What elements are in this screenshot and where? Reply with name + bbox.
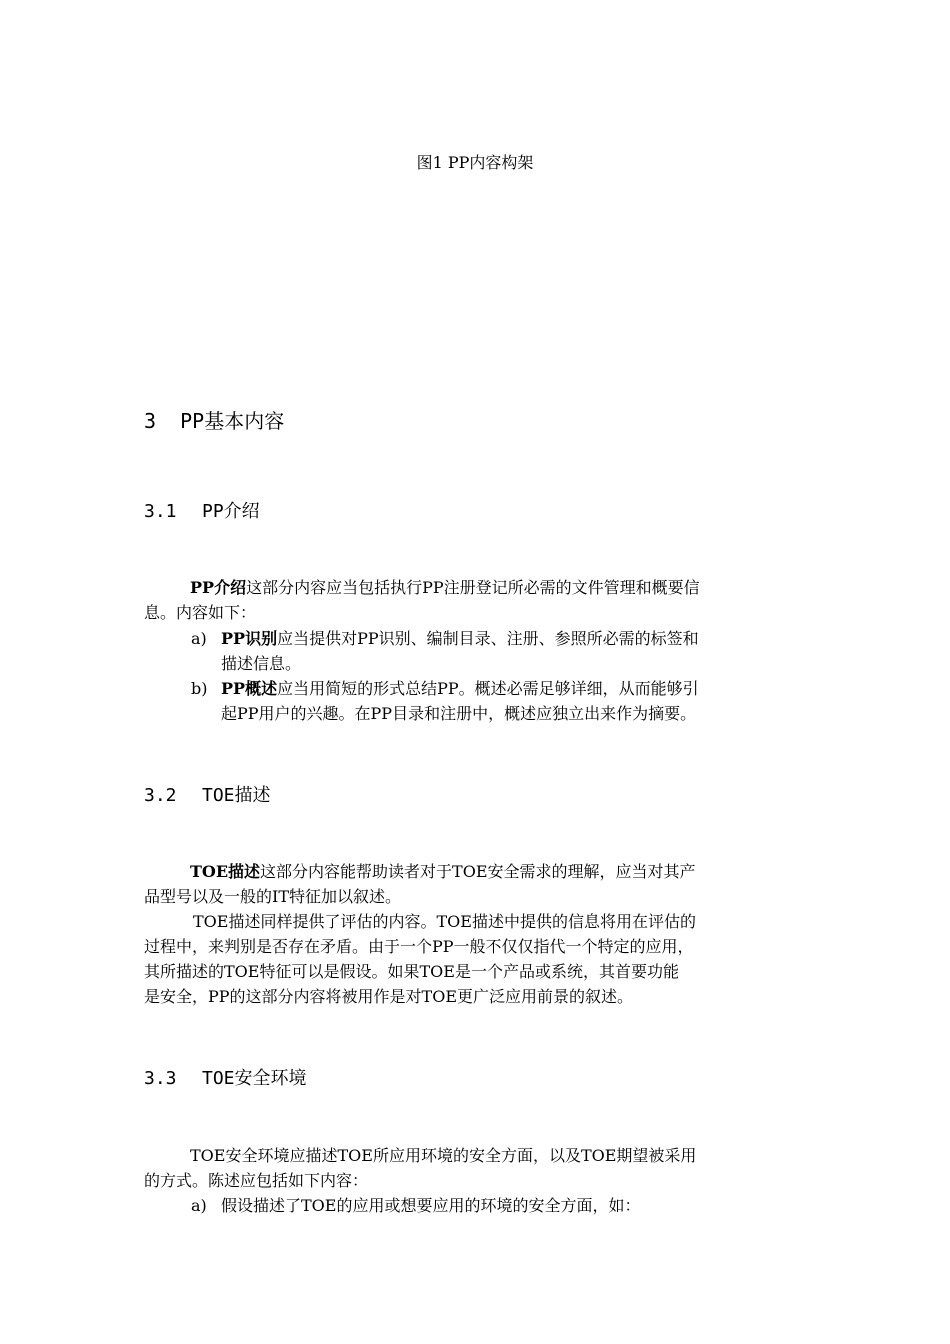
paragraph-line: TOE描述这部分内容能帮助读者对于TOE安全需求的理解，应当对其产 <box>190 862 696 881</box>
subsection-heading-3-3 <box>144 1067 307 1091</box>
subsection-title: TOE安全环境 <box>202 1068 307 1089</box>
list-marker: b) <box>191 679 208 698</box>
subsection-heading-3-2 <box>144 784 271 808</box>
subsection-heading-3-1 <box>144 500 260 524</box>
subsection-number: 3.3 <box>144 1068 177 1089</box>
section-title: PP基本内容 <box>180 409 285 433</box>
bold-term: PP概述 <box>221 679 278 698</box>
list-marker: a) <box>191 629 207 648</box>
paragraph-line: 的方式。陈述应包括如下内容： <box>144 1171 369 1190</box>
section-number: 3 <box>144 409 157 433</box>
list-item-line: 描述信息。 <box>221 654 302 673</box>
subsection-title: PP介绍 <box>202 501 260 522</box>
bold-term: PP识别 <box>221 629 278 648</box>
figure-caption: 图1 PP内容构架 <box>416 153 534 172</box>
list-item-line: 假设描述了TOE的应用或想要应用的环境的安全方面，如： <box>221 1196 641 1215</box>
bold-term: PP介绍 <box>190 578 247 597</box>
subsection-number: 3.1 <box>144 501 177 522</box>
paragraph-line: 是安全，PP的这部分内容将被用作是对TOE更广泛应用前景的叙述。 <box>144 987 634 1006</box>
paragraph-line: TOE描述同样提供了评估的内容。TOE描述中提供的信息将用在评估的 <box>193 912 696 931</box>
list-item-line: PP概述应当用简短的形式总结PP。概述必需足够详细，从而能够引 <box>221 679 699 698</box>
paragraph-line: 品型号以及一般的IT特征加以叙述。 <box>144 887 401 906</box>
subsection-number: 3.2 <box>144 785 177 806</box>
paragraph-line: 其所描述的TOE特征可以是假设。如果TOE是一个产品或系统，其首要功能 <box>144 962 679 981</box>
list-item-line: PP识别应当提供对PP识别、编制目录、注册、参照所必需的标签和 <box>221 629 699 648</box>
paragraph-line: TOE安全环境应描述TOE所应用环境的安全方面，以及TOE期望被采用 <box>190 1146 697 1165</box>
paragraph-line: PP介绍这部分内容应当包括执行PP注册登记所必需的文件管理和概要信 <box>190 578 700 597</box>
section-heading-3 <box>144 408 284 434</box>
list-marker: a) <box>191 1196 207 1215</box>
list-item-line: 起PP用户的兴趣。在PP目录和注册中，概述应独立出来作为摘要。 <box>221 704 697 723</box>
paragraph-line: 过程中，来判别是否存在矛盾。由于一个PP一般不仅仅指代一个特定的应用， <box>144 937 694 956</box>
bold-term: TOE描述 <box>190 862 261 881</box>
subsection-title: TOE描述 <box>202 785 271 806</box>
paragraph-line: 息。内容如下： <box>144 603 257 622</box>
